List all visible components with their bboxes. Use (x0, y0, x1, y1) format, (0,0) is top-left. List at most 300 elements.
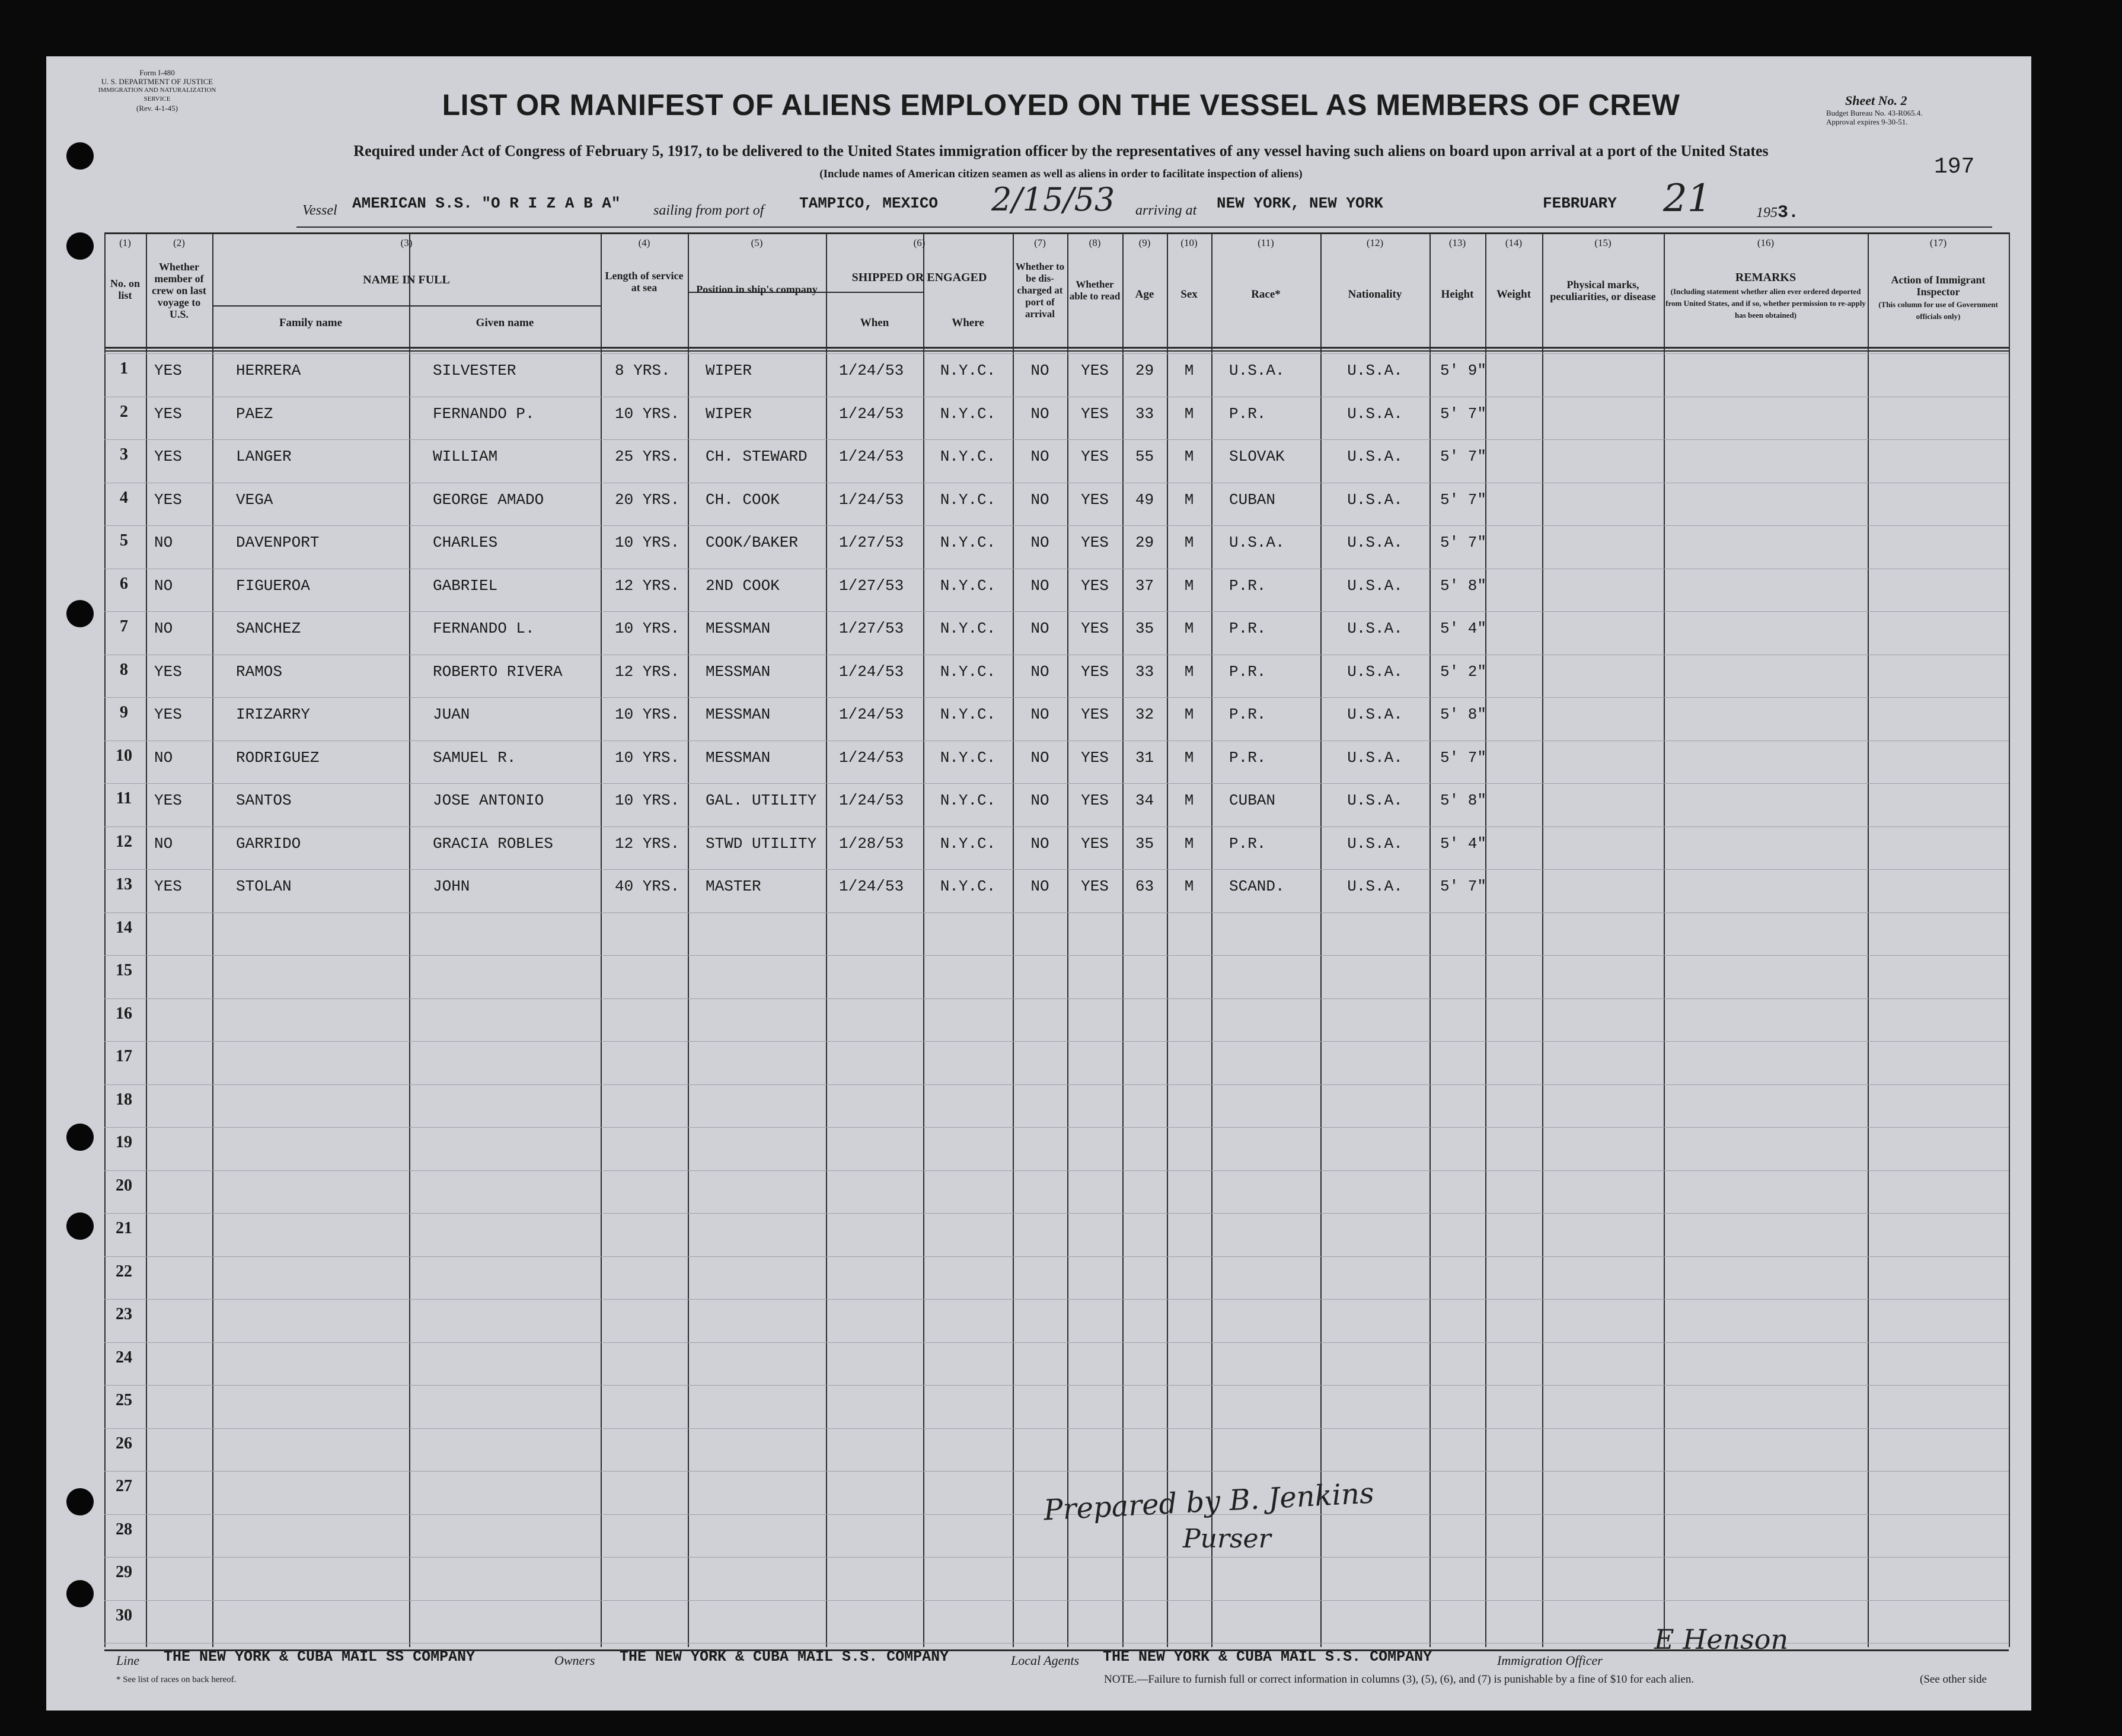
cell-last-voyage: YES (154, 448, 182, 465)
column-divider (146, 232, 147, 1647)
cell-last-voyage: NO (154, 576, 173, 595)
table-top-rule (104, 232, 2009, 234)
column-number-c3: (3) (400, 237, 413, 248)
cell-position: GAL. UTILITY (706, 792, 817, 809)
header-name-in-full: NAME IN FULL (363, 273, 450, 286)
column-divider (601, 232, 602, 1647)
arriving-label: arriving at (1135, 203, 1197, 218)
header-position: Position in ship's company (696, 283, 818, 295)
header-remarks: REMARKS (1735, 271, 1796, 284)
cell-where: N.Y.C. (940, 534, 996, 551)
binder-hole (66, 600, 94, 627)
cell-race: P.R. (1229, 834, 1266, 853)
cell-when: 1/27/53 (839, 620, 904, 637)
cell-family-name: IRIZARRY (236, 706, 310, 723)
vessel-rule (296, 226, 1992, 228)
cell-read: YES (1081, 748, 1109, 767)
header-race: Race* (1251, 288, 1281, 301)
cell-nationality: U.S.A. (1347, 448, 1403, 465)
header-shipped-engaged: SHIPPED OR ENGAGED (851, 271, 987, 284)
cell-race: SCAND. (1229, 877, 1285, 895)
column-number-c5: (5) (751, 237, 763, 248)
cell-family-name: DAVENPORT (236, 534, 320, 551)
column-number-c13: (13) (1448, 237, 1466, 248)
sheet-label: Sheet No. (1845, 93, 1897, 108)
row-number: 22 (116, 1262, 132, 1281)
binder-hole (66, 1212, 94, 1240)
cell-service: 10 YRS. (615, 404, 680, 423)
cell-position: WIPER (706, 362, 752, 379)
cell-service: 12 YRS. (615, 662, 680, 681)
column-divider (1542, 232, 1543, 1647)
row-rule (104, 869, 2009, 870)
purser-signature: Purser (1183, 1524, 1271, 1554)
cell-nationality: U.S.A. (1347, 490, 1403, 509)
prepared-by-signature: Prepared by B. Jenkins (1042, 1476, 1375, 1527)
cell-read: YES (1081, 877, 1109, 895)
cell-where: N.Y.C. (940, 748, 996, 767)
row-number: 3 (120, 445, 128, 464)
cell-height: 5' 7" (1440, 490, 1487, 509)
officer-signature: E Henson (1654, 1623, 1789, 1655)
row-number: 6 (120, 574, 128, 593)
cell-read: YES (1081, 576, 1109, 595)
cell-discharged: NO (1030, 448, 1049, 465)
cell-where: N.Y.C. (940, 662, 996, 681)
row-rule (104, 1299, 2009, 1300)
row-number: 26 (116, 1434, 132, 1453)
cell-position: CH. COOK (706, 490, 780, 509)
column-number-c17: (17) (1929, 237, 1947, 248)
cell-last-voyage: NO (154, 834, 173, 853)
vessel-label: Vessel (302, 203, 337, 218)
budget-block (1826, 108, 1922, 126)
header-length-service: Length of service at sea (605, 270, 684, 293)
cell-height: 5' 7" (1440, 877, 1487, 895)
column-divider (1067, 232, 1068, 1647)
header-given-name: Given name (476, 317, 534, 329)
cell-given-name: JUAN (433, 706, 470, 723)
cell-service: 10 YRS. (615, 748, 680, 767)
cell-position: MESSMAN (706, 620, 771, 637)
row-number: 21 (116, 1219, 132, 1237)
cell-last-voyage: NO (154, 748, 173, 767)
cell-last-voyage: NO (154, 534, 173, 551)
cell-discharged: NO (1030, 792, 1049, 809)
cell-read: YES (1081, 620, 1109, 637)
service: IMMIGRATION AND NATURALIZATION SERVICE (98, 87, 216, 103)
binder-hole (66, 1124, 94, 1151)
cell-sex: M (1184, 404, 1194, 423)
header-bottom-rule (104, 347, 2009, 349)
cell-last-voyage: YES (154, 877, 182, 895)
header-family-name: Family name (279, 317, 343, 329)
cell-height: 5' 7" (1440, 404, 1487, 423)
cell-family-name: LANGER (236, 448, 292, 465)
cell-read: YES (1081, 534, 1109, 551)
arrival-year (1756, 203, 1799, 223)
row-number: 2 (120, 402, 128, 421)
cell-race: CUBAN (1229, 792, 1276, 809)
row-number: 9 (120, 703, 128, 722)
cell-height: 5' 4" (1440, 620, 1487, 637)
cell-sex: M (1184, 706, 1194, 723)
penalty-note: NOTE.—Failure to furnish full or correct information in columns (3), (5), (6), and (7) is punishable by a fine of $10 for each alien. (1104, 1673, 1695, 1686)
cell-service: 40 YRS. (615, 877, 680, 895)
header-weight: Weight (1496, 288, 1531, 301)
cell-when: 1/24/53 (839, 490, 904, 509)
row-rule (104, 353, 2009, 354)
column-divider (1167, 232, 1168, 1647)
header-last-voyage: Whether member of crew on last voyage to U.S. (152, 261, 206, 320)
column-number-c8: (8) (1089, 237, 1101, 248)
cell-position: MASTER (706, 877, 761, 895)
cell-when: 1/24/53 (839, 662, 904, 681)
cell-last-voyage: YES (154, 792, 182, 809)
column-divider (409, 232, 410, 1647)
cell-where: N.Y.C. (940, 448, 996, 465)
row-rule (104, 1428, 2009, 1429)
row-number: 19 (116, 1133, 132, 1151)
cell-sex: M (1184, 662, 1194, 681)
row-number: 7 (120, 617, 128, 636)
cell-age: 29 (1135, 362, 1154, 379)
cell-family-name: SANTOS (236, 792, 292, 809)
row-number: 12 (116, 832, 132, 851)
cell-sex: M (1184, 490, 1194, 509)
cell-age: 49 (1135, 490, 1154, 509)
row-number: 16 (116, 1004, 132, 1023)
cell-sex: M (1184, 792, 1194, 809)
cell-age: 31 (1135, 748, 1154, 767)
cell-age: 33 (1135, 662, 1154, 681)
cell-when: 1/24/53 (839, 448, 904, 465)
column-divider (1868, 232, 1869, 1647)
row-rule (104, 1385, 2009, 1386)
cell-position: CH. STEWARD (706, 448, 808, 465)
column-divider (1429, 232, 1431, 1647)
sheet-value: 2 (1900, 93, 1907, 108)
cell-height: 5' 8" (1440, 576, 1487, 595)
cell-last-voyage: YES (154, 490, 182, 509)
column-number-c4: (4) (638, 237, 650, 248)
cell-read: YES (1081, 362, 1109, 379)
cell-nationality: U.S.A. (1347, 748, 1403, 767)
cell-nationality: U.S.A. (1347, 792, 1403, 809)
year-suffix: 3. (1778, 203, 1799, 223)
column-divider (104, 232, 106, 1647)
cell-position: MESSMAN (706, 662, 771, 681)
binder-hole (66, 1488, 94, 1515)
owners-company: THE NEW YORK & CUBA MAIL S.S. COMPANY (620, 1648, 949, 1665)
cell-position: MESSMAN (706, 748, 771, 767)
cell-position: COOK/BAKER (706, 534, 799, 551)
header-remarks-sub: (Including statement whether alien ever ordered deported from United States, and if so, whether permission to re-apply has been obtained) (1665, 287, 1866, 320)
cell-family-name: GARRIDO (236, 834, 301, 853)
cell-where: N.Y.C. (940, 877, 996, 895)
row-number: 18 (116, 1090, 132, 1109)
agents-label: Local Agents (1011, 1653, 1080, 1668)
row-rule (104, 826, 2009, 827)
owners-label: Owners (554, 1653, 595, 1668)
cell-family-name: PAEZ (236, 404, 273, 423)
cell-sex: M (1184, 620, 1194, 637)
row-number: 25 (116, 1391, 132, 1409)
cell-discharged: NO (1030, 834, 1049, 853)
cell-sex: M (1184, 834, 1194, 853)
cell-where: N.Y.C. (940, 706, 996, 723)
cell-age: 35 (1135, 620, 1154, 637)
row-number: 8 (120, 660, 128, 679)
cell-sex: M (1184, 448, 1194, 465)
row-rule (104, 1213, 2009, 1214)
row-number: 27 (116, 1477, 132, 1495)
cell-race: P.R. (1229, 404, 1266, 423)
cell-given-name: ROBERTO RIVERA (433, 662, 563, 681)
cell-given-name: GEORGE AMADO (433, 490, 544, 509)
cell-sex: M (1184, 877, 1194, 895)
header-discharged: Whether to be dis-charged at port of arrival (1015, 261, 1065, 320)
cell-given-name: JOSE ANTONIO (433, 792, 544, 809)
cell-height: 5' 7" (1440, 748, 1487, 767)
row-rule (104, 912, 2009, 913)
cell-race: U.S.A. (1229, 362, 1285, 379)
line-company: THE NEW YORK & CUBA MAIL SS COMPANY (164, 1648, 476, 1665)
column-number-c6: (6) (913, 237, 926, 248)
row-rule (104, 1256, 2009, 1257)
cell-service: 12 YRS. (615, 576, 680, 595)
row-number: 15 (116, 961, 132, 979)
cell-sex: M (1184, 534, 1194, 551)
cell-read: YES (1081, 662, 1109, 681)
cell-family-name: RAMOS (236, 662, 283, 681)
cell-position: STWD UTILITY (706, 834, 817, 853)
cell-race: SLOVAK (1229, 448, 1285, 465)
column-number-c16: (16) (1757, 237, 1775, 248)
row-number: 28 (116, 1520, 132, 1539)
header-no-on-list: No. on list (110, 277, 140, 301)
row-rule (104, 1600, 2009, 1601)
cell-service: 20 YRS. (615, 490, 680, 509)
cell-height: 5' 7" (1440, 448, 1487, 465)
column-number-c11: (11) (1258, 237, 1274, 248)
page-number: 197 (1934, 154, 1975, 180)
cell-where: N.Y.C. (940, 834, 996, 853)
cell-when: 1/24/53 (839, 404, 904, 423)
arrival-port: NEW YORK, NEW YORK (1217, 194, 1383, 212)
cell-read: YES (1081, 490, 1109, 509)
column-number-c2: (2) (173, 237, 185, 248)
cell-sex: M (1184, 748, 1194, 767)
row-number: 13 (116, 875, 132, 893)
cell-discharged: NO (1030, 662, 1049, 681)
cell-where: N.Y.C. (940, 490, 996, 509)
column-divider (1013, 232, 1014, 1647)
cell-discharged: NO (1030, 877, 1049, 895)
column-divider (1122, 232, 1124, 1647)
cell-service: 10 YRS. (615, 792, 680, 809)
cell-where: N.Y.C. (940, 576, 996, 595)
row-number: 5 (120, 531, 128, 550)
row-rule (104, 1170, 2009, 1171)
header-height: Height (1441, 288, 1474, 301)
cell-given-name: SAMUEL R. (433, 748, 516, 767)
cell-age: 32 (1135, 706, 1154, 723)
cell-last-voyage: YES (154, 662, 182, 681)
department: U. S. DEPARTMENT OF JUSTICE (101, 77, 213, 86)
row-rule (104, 439, 2009, 440)
row-rule (104, 783, 2009, 784)
cell-when: 1/24/53 (839, 362, 904, 379)
cell-family-name: FIGUEROA (236, 576, 310, 595)
cell-nationality: U.S.A. (1347, 834, 1403, 853)
row-rule (104, 697, 2009, 698)
column-number-c7: (7) (1034, 237, 1046, 248)
cell-race: P.R. (1229, 576, 1266, 595)
row-number: 17 (116, 1047, 132, 1065)
agents-company: THE NEW YORK & CUBA MAIL S.S. COMPANY (1103, 1648, 1432, 1665)
cell-age: 33 (1135, 404, 1154, 423)
cell-nationality: U.S.A. (1347, 662, 1403, 681)
cell-nationality: U.S.A. (1347, 362, 1403, 379)
cell-discharged: NO (1030, 748, 1049, 767)
cell-nationality: U.S.A. (1347, 534, 1403, 551)
cell-read: YES (1081, 706, 1109, 723)
column-number-c14: (14) (1505, 237, 1523, 248)
cell-nationality: U.S.A. (1347, 620, 1403, 637)
cell-when: 1/24/53 (839, 792, 904, 809)
cell-given-name: SILVESTER (433, 362, 516, 379)
column-divider (212, 232, 213, 1647)
cell-service: 10 YRS. (615, 620, 680, 637)
row-rule (104, 998, 2009, 999)
row-rule (104, 1127, 2009, 1128)
cell-given-name: FERNANDO L. (433, 620, 535, 637)
cell-age: 63 (1135, 877, 1154, 895)
header-age: Age (1135, 288, 1154, 301)
row-number: 10 (116, 746, 132, 765)
row-number: 11 (116, 789, 132, 808)
header-when: When (860, 317, 889, 329)
cell-sex: M (1184, 576, 1194, 595)
include-text: (Include names of American citizen seamen as well as aliens in order to facilitate inspection of aliens) (819, 168, 1303, 180)
row-rule (104, 525, 2009, 526)
cell-height: 5' 2" (1440, 662, 1487, 681)
header-nationality: Nationality (1348, 288, 1402, 301)
cell-given-name: JOHN (433, 877, 470, 895)
row-rule (104, 1471, 2009, 1472)
column-number-c10: (10) (1180, 237, 1198, 248)
year-prefix: 195 (1756, 205, 1778, 221)
page-title: LIST OR MANIFEST OF ALIENS EMPLOYED ON THE VESSEL AS MEMBERS OF CREW (442, 88, 1680, 122)
arrival-month: FEBRUARY (1543, 194, 1617, 212)
cell-service: 12 YRS. (615, 834, 680, 853)
row-rule (104, 1342, 2009, 1343)
column-number-c1: (1) (119, 237, 131, 248)
sailing-port: TAMPICO, MEXICO (799, 194, 939, 212)
cell-race: P.R. (1229, 748, 1266, 767)
cell-family-name: VEGA (236, 490, 273, 509)
column-number-c12: (12) (1366, 237, 1384, 248)
column-divider (2009, 232, 2010, 1647)
header-inspector-action: Action of Immigrant Inspector (1891, 274, 1986, 298)
cell-read: YES (1081, 834, 1109, 853)
see-other-side: (See other side (1920, 1673, 1987, 1686)
cell-discharged: NO (1030, 620, 1049, 637)
cell-position: 2ND COOK (706, 576, 780, 595)
cell-race: P.R. (1229, 620, 1266, 637)
cell-family-name: HERRERA (236, 362, 301, 379)
column-number-c15: (15) (1594, 237, 1612, 248)
row-rule (104, 955, 2009, 956)
column-divider (1664, 232, 1665, 1647)
cell-height: 5' 8" (1440, 706, 1487, 723)
cell-when: 1/24/53 (839, 706, 904, 723)
cell-position: MESSMAN (706, 706, 771, 723)
header-able-to-read: Whether able to read (1069, 279, 1121, 302)
cell-family-name: RODRIGUEZ (236, 748, 320, 767)
cell-height: 5' 8" (1440, 792, 1487, 809)
cell-when: 1/24/53 (839, 877, 904, 895)
cell-last-voyage: YES (154, 404, 182, 423)
cell-nationality: U.S.A. (1347, 404, 1403, 423)
header-inspector-sub: (This column for use of Government officials only) (1878, 300, 1998, 321)
row-number: 4 (120, 488, 128, 507)
sailing-label: sailing from port of (653, 203, 764, 218)
column-divider (1485, 232, 1486, 1647)
cell-race: P.R. (1229, 662, 1266, 681)
cell-when: 1/27/53 (839, 576, 904, 595)
cell-read: YES (1081, 404, 1109, 423)
cell-discharged: NO (1030, 706, 1049, 723)
sheet-number (1845, 93, 1907, 108)
officer-label: Immigration Officer (1497, 1653, 1603, 1668)
cell-nationality: U.S.A. (1347, 877, 1403, 895)
cell-age: 35 (1135, 834, 1154, 853)
cell-where: N.Y.C. (940, 404, 996, 423)
cell-nationality: U.S.A. (1347, 706, 1403, 723)
row-number: 1 (120, 359, 128, 378)
cell-given-name: GRACIA ROBLES (433, 834, 553, 853)
cell-last-voyage: YES (154, 362, 182, 379)
cell-where: N.Y.C. (940, 362, 996, 379)
row-number: 23 (116, 1305, 132, 1323)
cell-last-voyage: YES (154, 706, 182, 723)
row-number: 20 (116, 1176, 132, 1195)
header-physical-marks: Physical marks, peculiarities, or disease (1550, 279, 1656, 302)
cell-where: N.Y.C. (940, 792, 996, 809)
cell-when: 1/27/53 (839, 534, 904, 551)
cell-sex: M (1184, 362, 1194, 379)
binder-hole (66, 1580, 94, 1607)
cell-age: 34 (1135, 792, 1154, 809)
row-rule (104, 1084, 2009, 1085)
column-number-c9: (9) (1138, 237, 1151, 248)
cell-nationality: U.S.A. (1347, 576, 1403, 595)
row-number: 24 (116, 1348, 132, 1367)
cell-service: 8 YRS. (615, 362, 671, 379)
cell-given-name: WILLIAM (433, 448, 498, 465)
cell-discharged: NO (1030, 490, 1049, 509)
row-rule (104, 1041, 2009, 1042)
budget-number: Budget Bureau No. 43-R065.4. (1826, 108, 1923, 117)
header-sex: Sex (1180, 288, 1198, 301)
cell-race: U.S.A. (1229, 534, 1285, 551)
cell-service: 10 YRS. (615, 706, 680, 723)
revision: (Rev. 4-1-45) (136, 104, 178, 113)
cell-race: P.R. (1229, 706, 1266, 723)
cell-age: 55 (1135, 448, 1154, 465)
